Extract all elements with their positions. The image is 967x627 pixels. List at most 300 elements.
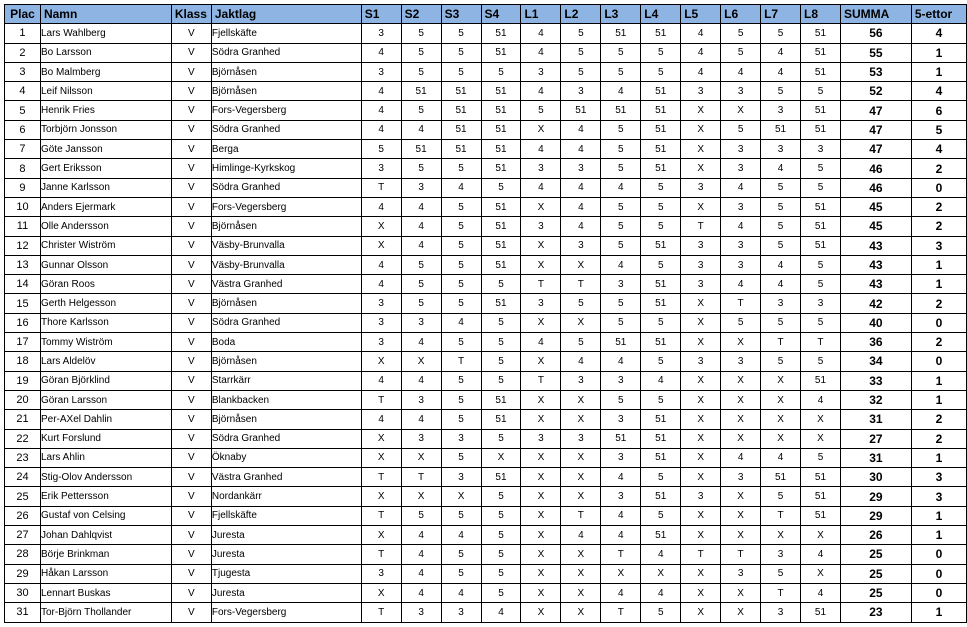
cell-l6: 4 [721,217,761,236]
cell-klass: V [171,217,211,236]
cell-summa: 40 [840,313,911,332]
table-row [5,468,967,487]
cell-l6: 3 [721,468,761,487]
cell-l1: X [521,120,561,139]
cell-l3: 3 [601,371,641,390]
cell-namn: Johan Dahlqvist [40,526,171,545]
cell-s4: 5 [481,178,521,197]
cell-5-ettor: 6 [911,101,966,120]
cell-l4: 5 [641,217,681,236]
cell-s1: 5 [361,140,401,159]
cell-l4: 5 [641,62,681,81]
cell-l3: 5 [601,140,641,159]
cell-l7: X [761,371,801,390]
cell-l8: 51 [801,468,841,487]
cell-namn: Gustaf von Celsing [40,506,171,525]
cell-s3: 5 [441,564,481,583]
cell-5-ettor: 5 [911,120,966,139]
cell-plac: 10 [5,197,41,216]
cell-jaktlag: Södra Granhed [211,429,361,448]
cell-l8: 51 [801,217,841,236]
cell-namn: Janne Karlsson [40,178,171,197]
cell-jaktlag: Starrkärr [211,371,361,390]
cell-plac: 2 [5,43,41,62]
cell-l2: 3 [561,429,601,448]
cell-s4: 5 [481,371,521,390]
cell-s3: 5 [441,390,481,409]
cell-l4: 5 [641,390,681,409]
cell-s2: X [401,448,441,467]
cell-s4: 51 [481,217,521,236]
cell-l4: 51 [641,140,681,159]
cell-jaktlag: Juresta [211,545,361,564]
table-row [5,564,967,583]
cell-l8: 5 [801,352,841,371]
cell-plac: 11 [5,217,41,236]
cell-s2: 5 [401,506,441,525]
cell-namn: Håkan Larsson [40,564,171,583]
cell-s4: X [481,448,521,467]
table-row [5,448,967,467]
cell-jaktlag: Väsby-Brunvalla [211,236,361,255]
cell-l1: 4 [521,82,561,101]
cell-l2: 4 [561,352,601,371]
cell-s1: 3 [361,333,401,352]
cell-s1: 4 [361,410,401,429]
cell-l4: 5 [641,468,681,487]
cell-klass: V [171,82,211,101]
cell-l8: 4 [801,545,841,564]
cell-l7: 5 [761,197,801,216]
cell-s3: 5 [441,255,481,274]
cell-s2: 3 [401,603,441,622]
cell-namn: Lars Aldelöv [40,352,171,371]
cell-s2: 4 [401,545,441,564]
cell-l4: 51 [641,448,681,467]
cell-s1: 4 [361,371,401,390]
cell-klass: V [171,506,211,525]
cell-l3: 5 [601,43,641,62]
cell-l5: X [681,120,721,139]
cell-l2: 3 [561,159,601,178]
cell-l5: 4 [681,62,721,81]
cell-l3: 51 [601,429,641,448]
cell-jaktlag: Fors-Vegersberg [211,603,361,622]
cell-s3: 51 [441,82,481,101]
cell-klass: V [171,275,211,294]
cell-l1: X [521,468,561,487]
cell-5-ettor: 1 [911,506,966,525]
cell-l3: 3 [601,448,641,467]
cell-l5: X [681,313,721,332]
cell-klass: V [171,140,211,159]
cell-l3: 4 [601,468,641,487]
cell-l4: X [641,564,681,583]
cell-s2: 4 [401,410,441,429]
cell-jaktlag: Björnåsen [211,217,361,236]
table-row [5,294,967,313]
cell-l5: 3 [681,352,721,371]
cell-s3: 5 [441,294,481,313]
cell-l5: T [681,217,721,236]
cell-5-ettor: 4 [911,24,966,43]
cell-l4: 51 [641,101,681,120]
cell-plac: 7 [5,140,41,159]
cell-5-ettor: 4 [911,140,966,159]
cell-l4: 51 [641,333,681,352]
cell-l3: 5 [601,120,641,139]
cell-jaktlag: Fjellskäfte [211,24,361,43]
table-row [5,275,967,294]
cell-s1: X [361,487,401,506]
table-row [5,390,967,409]
table-row [5,178,967,197]
cell-l8: 5 [801,159,841,178]
cell-jaktlag: Tjugesta [211,564,361,583]
cell-s4: 51 [481,120,521,139]
cell-klass: V [171,236,211,255]
table-row [5,506,967,525]
cell-l8: 5 [801,313,841,332]
cell-l7: 5 [761,82,801,101]
cell-l5: 4 [681,43,721,62]
cell-summa: 47 [840,120,911,139]
cell-s2: 5 [401,294,441,313]
cell-jaktlag: Björnåsen [211,82,361,101]
cell-l5: X [681,159,721,178]
cell-l1: X [521,197,561,216]
cell-l5: 3 [681,236,721,255]
cell-summa: 46 [840,178,911,197]
cell-l7: 4 [761,448,801,467]
cell-l4: 5 [641,313,681,332]
cell-s4: 51 [481,197,521,216]
cell-l6: X [721,371,761,390]
cell-s3: 5 [441,333,481,352]
cell-l8: 3 [801,294,841,313]
cell-l5: X [681,603,721,622]
cell-l5: X [681,583,721,602]
cell-plac: 5 [5,101,41,120]
cell-s3: 5 [441,24,481,43]
cell-l3: 4 [601,255,641,274]
cell-s3: 5 [441,236,481,255]
cell-l5: X [681,197,721,216]
cell-l3: 4 [601,526,641,545]
header-s3: S3 [441,5,481,24]
cell-s4: 51 [481,468,521,487]
cell-l7: 4 [761,275,801,294]
cell-l5: X [681,390,721,409]
cell-jaktlag: Björnåsen [211,294,361,313]
cell-summa: 47 [840,101,911,120]
cell-l4: 5 [641,506,681,525]
cell-s3: 51 [441,120,481,139]
cell-namn: Christer Wiström [40,236,171,255]
cell-l6: X [721,390,761,409]
cell-s1: T [361,545,401,564]
cell-summa: 29 [840,506,911,525]
cell-l8: 5 [801,178,841,197]
cell-l2: 4 [561,526,601,545]
cell-l3: 3 [601,410,641,429]
cell-s3: 4 [441,583,481,602]
cell-klass: V [171,487,211,506]
cell-l3: 5 [601,390,641,409]
cell-l7: 3 [761,140,801,159]
cell-l4: 5 [641,178,681,197]
cell-l7: X [761,526,801,545]
cell-summa: 43 [840,255,911,274]
cell-l3: 4 [601,82,641,101]
cell-summa: 34 [840,352,911,371]
cell-summa: 25 [840,564,911,583]
cell-s2: 5 [401,43,441,62]
cell-plac: 15 [5,294,41,313]
cell-l7: 5 [761,236,801,255]
cell-s4: 51 [481,140,521,159]
cell-l4: 51 [641,487,681,506]
cell-5-ettor: 1 [911,62,966,81]
cell-jaktlag: Blankbacken [211,390,361,409]
cell-namn: Göran Roos [40,275,171,294]
table-row [5,352,967,371]
cell-l1: 3 [521,217,561,236]
cell-l2: 5 [561,333,601,352]
cell-s2: 3 [401,429,441,448]
cell-5-ettor: 0 [911,313,966,332]
cell-l2: 5 [561,294,601,313]
cell-s3: 5 [441,448,481,467]
cell-l4: 5 [641,352,681,371]
cell-l3: T [601,603,641,622]
cell-l5: X [681,448,721,467]
cell-l1: X [521,390,561,409]
table-row [5,255,967,274]
cell-s1: 4 [361,120,401,139]
cell-plac: 26 [5,506,41,525]
cell-namn: Per-AXel Dahlin [40,410,171,429]
cell-s2: 5 [401,24,441,43]
cell-5-ettor: 2 [911,333,966,352]
cell-l3: 5 [601,294,641,313]
cell-summa: 31 [840,410,911,429]
cell-l6: T [721,545,761,564]
cell-s2: X [401,487,441,506]
cell-s4: 51 [481,410,521,429]
cell-l8: 51 [801,43,841,62]
cell-s3: 3 [441,603,481,622]
cell-s4: 51 [481,390,521,409]
cell-l4: 51 [641,82,681,101]
cell-s4: 5 [481,545,521,564]
header-s1: S1 [361,5,401,24]
cell-l1: 3 [521,429,561,448]
table-row [5,197,967,216]
cell-s1: 3 [361,313,401,332]
cell-l1: X [521,313,561,332]
cell-jaktlag: Öknaby [211,448,361,467]
cell-l4: 4 [641,545,681,564]
cell-l2: 4 [561,217,601,236]
cell-s4: 5 [481,583,521,602]
table-row [5,62,967,81]
cell-plac: 27 [5,526,41,545]
cell-s2: 51 [401,140,441,159]
cell-l8: 51 [801,197,841,216]
cell-l2: 51 [561,101,601,120]
cell-l1: X [521,564,561,583]
cell-l4: 5 [641,603,681,622]
cell-plac: 21 [5,410,41,429]
cell-plac: 25 [5,487,41,506]
cell-l8: 3 [801,140,841,159]
cell-klass: V [171,583,211,602]
cell-summa: 33 [840,371,911,390]
cell-l2: X [561,410,601,429]
cell-5-ettor: 1 [911,526,966,545]
cell-l7: 4 [761,43,801,62]
cell-5-ettor: 2 [911,294,966,313]
cell-klass: V [171,197,211,216]
cell-namn: Gerth Helgesson [40,294,171,313]
cell-plac: 19 [5,371,41,390]
cell-l3: 51 [601,24,641,43]
cell-l8: 51 [801,487,841,506]
cell-l1: T [521,275,561,294]
cell-klass: V [171,120,211,139]
cell-l3: 4 [601,178,641,197]
cell-klass: V [171,24,211,43]
cell-l7: T [761,506,801,525]
cell-l6: X [721,583,761,602]
cell-l6: X [721,333,761,352]
cell-l7: 4 [761,255,801,274]
cell-s4: 5 [481,506,521,525]
cell-s4: 51 [481,101,521,120]
cell-l8: 51 [801,236,841,255]
cell-namn: Tor-Björn Thollander [40,603,171,622]
cell-l7: 5 [761,564,801,583]
cell-s1: 4 [361,43,401,62]
cell-5-ettor: 1 [911,603,966,622]
header-l5: L5 [681,5,721,24]
cell-summa: 42 [840,294,911,313]
cell-s2: 4 [401,371,441,390]
cell-summa: 53 [840,62,911,81]
cell-l3: 5 [601,197,641,216]
cell-klass: V [171,410,211,429]
cell-5-ettor: 0 [911,178,966,197]
cell-5-ettor: 3 [911,487,966,506]
cell-l2: X [561,564,601,583]
cell-l8: 51 [801,603,841,622]
cell-l7: 3 [761,101,801,120]
header-s2: S2 [401,5,441,24]
cell-s4: 51 [481,43,521,62]
cell-l6: X [721,410,761,429]
cell-l7: X [761,390,801,409]
cell-klass: V [171,545,211,564]
cell-klass: V [171,313,211,332]
cell-s1: X [361,352,401,371]
cell-l6: X [721,429,761,448]
cell-jaktlag: Västra Granhed [211,275,361,294]
cell-l2: X [561,603,601,622]
cell-l3: 4 [601,506,641,525]
cell-l6: 3 [721,255,761,274]
cell-s2: 51 [401,82,441,101]
cell-s3: 5 [441,159,481,178]
cell-l2: 3 [561,236,601,255]
cell-l6: 4 [721,448,761,467]
cell-l1: 3 [521,294,561,313]
cell-l6: T [721,294,761,313]
cell-jaktlag: Södra Granhed [211,313,361,332]
cell-summa: 27 [840,429,911,448]
cell-plac: 28 [5,545,41,564]
cell-s2: 3 [401,313,441,332]
cell-jaktlag: Fors-Vegersberg [211,197,361,216]
cell-5-ettor: 2 [911,197,966,216]
table-row [5,333,967,352]
table-row [5,120,967,139]
cell-l3: 3 [601,487,641,506]
cell-l6: 3 [721,352,761,371]
cell-l6: 4 [721,178,761,197]
cell-summa: 26 [840,526,911,545]
cell-s3: 5 [441,506,481,525]
cell-s1: X [361,583,401,602]
cell-l5: X [681,140,721,159]
cell-s4: 51 [481,255,521,274]
table-row [5,526,967,545]
cell-jaktlag: Nordankärr [211,487,361,506]
cell-s2: 3 [401,178,441,197]
cell-s1: 4 [361,255,401,274]
cell-l7: X [761,410,801,429]
cell-s3: 3 [441,429,481,448]
cell-l6: X [721,487,761,506]
cell-l1: X [521,236,561,255]
cell-5-ettor: 2 [911,429,966,448]
cell-s3: 5 [441,545,481,564]
cell-s3: 3 [441,468,481,487]
cell-namn: Gert Eriksson [40,159,171,178]
table-row [5,371,967,390]
cell-s2: 3 [401,390,441,409]
cell-s3: 51 [441,140,481,159]
cell-jaktlag: Juresta [211,583,361,602]
cell-s2: T [401,468,441,487]
cell-l6: 5 [721,313,761,332]
cell-s3: 5 [441,275,481,294]
cell-l2: T [561,506,601,525]
cell-l8: X [801,429,841,448]
cell-l7: 5 [761,352,801,371]
cell-l5: T [681,545,721,564]
cell-l8: X [801,526,841,545]
cell-klass: V [171,603,211,622]
cell-plac: 20 [5,390,41,409]
cell-l3: 5 [601,236,641,255]
cell-klass: V [171,255,211,274]
cell-s4: 5 [481,526,521,545]
cell-plac: 24 [5,468,41,487]
cell-l8: X [801,564,841,583]
cell-plac: 18 [5,352,41,371]
cell-s1: T [361,506,401,525]
